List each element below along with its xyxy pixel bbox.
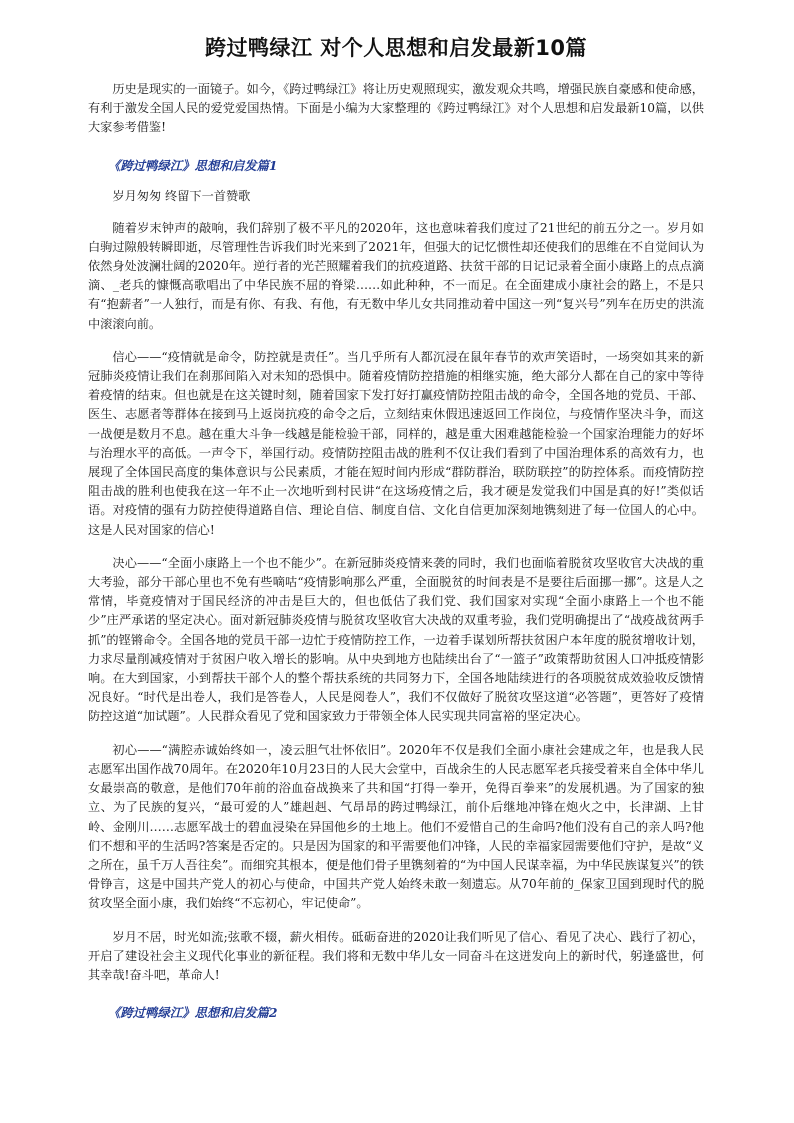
section-heading-1: 《跨过鸭绿江》思想和启发篇1 [107,157,278,173]
intro-paragraph: 历史是现实的一面镜子。如今，《跨过鸭绿江》将让历史观照现实，激发观众共鸣，增强民族自豪感和使命感，有利于激发全国人民的爱党爱国热情。下面是小编为大家整理的《跨过鸭绿江》对个人思想和启发最新10篇，以供大家参考借鉴! [88,82,704,135]
body-paragraph: 信心——“疫情就是命令，防控就是责任”。当几乎所有人都沉浸在鼠年春节的欢声笑语时，一场突如其来的新冠肺炎疫情让我们在刹那间陷入对未知的恐惧中。随着疫情防控措施的相继实施，绝大部分人都在自己的家中等待着疫情的结束。但也就是在这关键时刻，随着国家下发打好打赢疫情防控阻击战的命令，全国各地的党员、干部、医生、志愿者等群体在接到马上返岗抗疫的命令之后，立刻结束休假迅速返回工作岗位，与疫情作坚决斗争，而这一战便是数月不息。越在重大斗争一线越是能检验干部，同样的，越是重大困难越能检验一个国家治理能力的好坏与治理水平的高低。一声令下，举国行动。疫情防控阻击战的胜利不仅让我们看到了中国治理体系的高效有力，也展现了全体国民高度的集体意识与公民素质，才能在短时间内形成“群防群治，联防联控”的防控体系。而疫情防控阻击战的胜利也使我在这一年不止一次地听到村民讲“在这场疫情之后，我才硬是发觉我们中国是真的好!”类似话语。对疫情的强有力防控使得道路自信、理论自信、制度自信、文化自信更加深刻地镌刻进了每一位国人的心中。这是人民对国家的信心! [88,349,704,537]
section-heading-2: 《跨过鸭绿江》思想和启发篇2 [107,1005,278,1021]
body-paragraph: 岁月不居，时光如流;弦歌不辍，薪火相传。砥砺奋进的2020让我们听见了信心、看见了决心、践行了初心，开启了建设社会主义现代化事业的新征程。我们将和无数中华儿女一同奋斗在这迸发向上的新时代，躬逢盛世，何其幸哉!奋斗吧，革命人! [88,929,704,982]
body-paragraph: 随着岁末钟声的敲响，我们辞别了极不平凡的2020年，这也意味着我们度过了21世纪的前五分之一。岁月如白驹过隙般转瞬即逝，尽管理性告诉我们时光来到了2021年，但强大的记忆惯性却还使我们的思维在不自觉间认为依然身处波澜壮阔的2020年。逆行者的光芒照耀着我们的抗疫道路、扶贫干部的日记记录着全面小康路上的点点滴滴、_老兵的慷慨高歌唱出了中华民族不屈的脊梁……如此种种，不一而足。在全面建成小康社会的路上，不是只有“抱薪者”一人独行，而是有你、有我、有他，有无数中华儿女共同推动着中国这一列“复兴号”列车在历史的洪流中滚滚向前。 [88,220,705,331]
body-paragraph: 初心——“满腔赤诚始终如一，凌云胆气壮怀依旧”。2020年不仅是我们全面小康社会建成之年，也是我人民志愿军出国作战70周年。在2020年10月23日的人民大会堂中，百战余生的人民志愿军老兵接受着来自全体中华儿女最崇高的敬意，是他们70年前的浴血奋战换来了共和国“打得一拳开，免得百拳来”的发展机遇。为了国家的独立、为了民族的复兴，“最可爱的人”雄赳赳、气昂昂的跨过鸭绿江，前仆后继地冲锋在炮火之中，长津湖、上甘岭、金刚川……志愿军战士的碧血浸染在异国他乡的土地上。他们不爱惜自己的生命吗?他们没有自己的亲人吗?他们不想和平的生活吗?答案是否定的。只是因为国家的和平需要他们冲锋，人民的幸福家园需要他们守护，是故“义之所在，虽千万人吾往矣”。而细究其根本，便是他们骨子里镌刻着的“为中国人民谋幸福，为中华民族谋复兴”的铁骨铮言，这是中国共产党人的初心与使命，中国共产党人始终未敢一刻遗忘。从70年前的_保家卫国到现时代的脱贫攻坚全面小康，我们始终“不忘初心，牢记使命”。 [88,742,704,911]
page-title: 跨过鸭绿江 对个人思想和启发最新10篇 [204,36,588,60]
body-paragraph: 决心——“全面小康路上一个也不能少”。在新冠肺炎疫情来袭的同时，我们也面临着脱贫攻坚收官大决战的重大考验，部分干部心里也不免有些嘀咕“疫情影响那么严重，全面脱贫的时间表是不是要往后面挪一挪”。这是人之常情，毕竟疫情对于国民经济的冲击是巨大的，但也低估了我们党、我们国家对实现“全面小康路上一个也不能少”庄严承诺的坚定决心。面对新冠肺炎疫情与脱贫攻坚收官大决战的双重考验，我们党明确提出了“战疫战贫两手抓”的铿锵命令。全国各地的党员干部一边忙于疫情防控工作，一边着手谋划所帮扶贫困户本年度的脱贫增收计划，力求尽量削减疫情对于贫困户收入增长的影响。从中央到地方也陆续出台了“一篮子”政策帮助贫困人口冲抵疫情影响。在大到国家，小到帮扶干部个人的整个帮扶系统的共同努力下，全国各地陆续进行的各项脱贫成效验收反馈情况良好。“时代是出卷人，我们是答卷人，人民是阅卷人”，我们不仅做好了脱贫攻坚这道“必答题”，更答好了疫情防控这道“加试题”。人民群众看见了党和国家致力于带领全体人民实现共同富裕的坚定决心。 [88,555,704,724]
section-subheading: 岁月匆匆 终留下一首赞歌 [112,188,251,203]
